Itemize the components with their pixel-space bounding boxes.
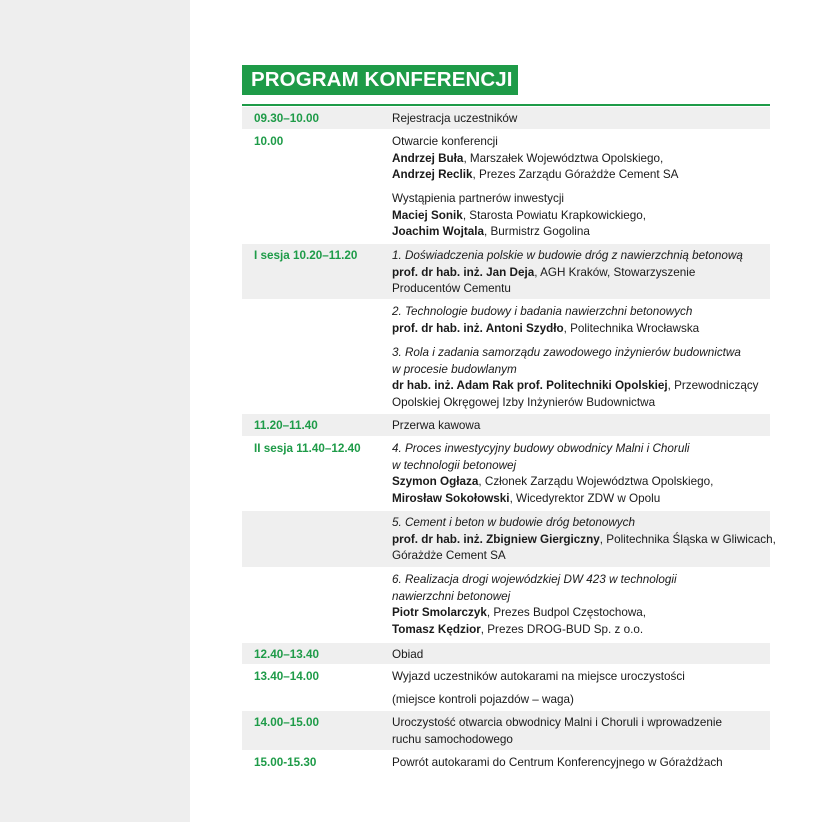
item-text: Otwarcie konferencji — [392, 135, 498, 148]
talk-title: 2. Technologie budowy i badania nawierzchni betonowych — [392, 305, 693, 318]
talk-title: 5. Cement i beton w budowie dróg betonowych — [392, 516, 635, 529]
speaker-role: , Starosta Powiatu Krapkowickiego, — [462, 208, 647, 222]
item-text: Powrót autokarami do Centrum Konferencyjnego w Górażdżach — [392, 756, 723, 769]
speaker-role: , Prezes Budpol Częstochowa, — [486, 606, 647, 620]
speaker-name: prof. dr hab. inż. Zbigniew Giergiczny — [392, 532, 600, 546]
talk-title: 6. Realizacja drogi wojewódzkiej DW 423 w technologii — [392, 573, 677, 586]
speaker-name: prof. dr hab. inż. Jan Deja — [392, 265, 535, 279]
left-margin-panel — [0, 0, 190, 822]
speaker-role: , Wicedyrektor ZDW w Opolu — [509, 491, 661, 505]
speaker-name: Szymon Ogłaza — [392, 475, 479, 489]
item-text: Wyjazd uczestników autokarami na miejsce uroczystości — [392, 670, 685, 683]
program-row — [242, 300, 770, 339]
talk-title: 4. Proces inwestycyjny budowy obwodnicy Malni i Choruli — [392, 442, 690, 455]
speaker-role: , Prezes Zarządu Górażdże Cement SA — [472, 168, 679, 182]
program-row — [242, 244, 770, 299]
page-title: PROGRAM KONFERENCJI — [242, 65, 518, 95]
speaker-name: prof. dr hab. inż. Antoni Szydło — [392, 321, 564, 335]
speaker-role: Producentów Cementu — [392, 282, 511, 296]
program-row — [242, 414, 770, 436]
session-label: II sesja 11.40–12.40 — [254, 442, 361, 455]
speaker-role: , AGH Kraków, Stowarzyszenie — [534, 265, 696, 279]
program-row — [242, 511, 776, 567]
speaker-role: , Prezes DROG-BUD Sp. z o.o. — [480, 622, 644, 636]
speaker-name: Tomasz Kędzior — [392, 622, 481, 636]
speaker-role: , Przewodniczący — [667, 379, 759, 393]
item-text: Uroczystość otwarcia obwodnicy Malni i Choruli i wprowadzenie — [392, 716, 722, 729]
item-text: Przerwa kawowa — [392, 419, 481, 432]
time-label: 14.00–15.00 — [254, 716, 319, 729]
item-text: (miejsce kontroli pojazdów – waga) — [392, 693, 574, 706]
time-label: 10.00 — [254, 135, 284, 148]
talk-title: w procesie budowlanym — [392, 362, 517, 376]
talk-title: 1. Doświadczenia polskie w budowie dróg z nawierzchnią betonową — [392, 249, 743, 262]
speaker-name: Andrzej Buła — [392, 151, 464, 165]
program-row — [242, 107, 770, 129]
talk-title: nawierzchni betonowej — [392, 589, 511, 603]
program-row — [242, 751, 770, 773]
time-label: 13.40–14.00 — [254, 670, 319, 683]
time-label: 09.30–10.00 — [254, 112, 319, 125]
speaker-role: , Marszałek Województwa Opolskiego, — [463, 151, 664, 165]
speaker-name: Andrzej Reclik — [392, 168, 473, 182]
speaker-name: Piotr Smolarczyk — [392, 606, 487, 620]
speaker-name: Joachim Wojtala — [392, 225, 485, 239]
speaker-name: Maciej Sonik — [392, 208, 463, 222]
talk-title: w technologii betonowej — [392, 458, 517, 472]
speaker-role: Opolskiej Okręgowej Izby Inżynierów Budownictwa — [392, 395, 656, 409]
title-divider — [242, 104, 770, 106]
program-row — [242, 187, 770, 242]
talk-title: 3. Rola i zadania samorządu zawodowego inżynierów budownictwa — [392, 346, 741, 359]
time-label: 15.00-15.30 — [254, 756, 317, 769]
speaker-role: Górażdże Cement SA — [392, 549, 506, 563]
speaker-name: Mirosław Sokołowski — [392, 491, 510, 505]
speaker-name: dr hab. inż. Adam Rak prof. Politechniki Opolskiej — [392, 379, 668, 393]
item-text: ruchu samochodowego — [392, 732, 513, 746]
program-row — [242, 665, 770, 687]
program-row — [242, 568, 770, 641]
program-row — [242, 437, 770, 509]
speaker-role: , Członek Zarządu Województwa Opolskiego, — [478, 475, 714, 489]
program-row — [242, 341, 770, 413]
program-row — [242, 130, 770, 186]
item-text: Wystąpienia partnerów inwestycji — [392, 192, 565, 205]
item-text: Obiad — [392, 648, 424, 661]
time-label: 12.40–13.40 — [254, 648, 319, 661]
item-text: Rejestracja uczestników — [392, 112, 518, 125]
session-label: I sesja 10.20–11.20 — [254, 249, 358, 262]
program-row — [242, 711, 770, 750]
time-label: 11.20–11.40 — [254, 419, 318, 432]
program-row — [242, 688, 770, 709]
program-row — [242, 643, 770, 664]
speaker-role: , Politechnika Wrocławska — [563, 321, 700, 335]
speaker-role: , Politechnika Śląska w Gliwicach, — [599, 532, 776, 546]
speaker-role: , Burmistrz Gogolina — [484, 225, 590, 239]
